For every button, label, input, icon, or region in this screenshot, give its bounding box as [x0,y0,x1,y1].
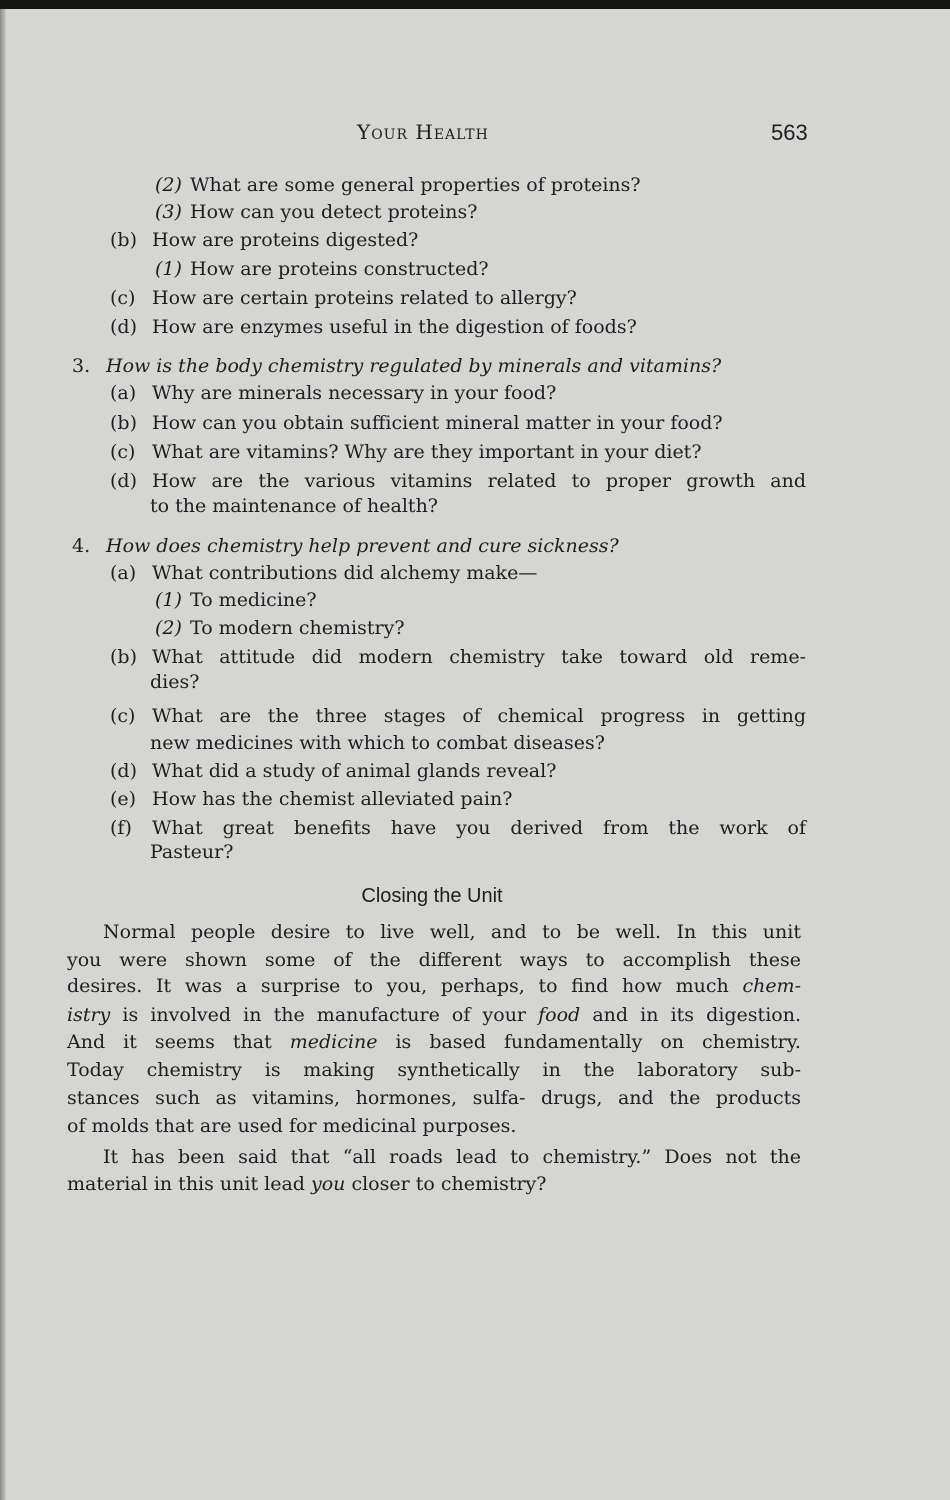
text-run: desires. It was a surprise to you, perhaps, to find how much [67,975,743,997]
question-text: What did a study of animal glands reveal? [152,760,557,782]
question-label: (b) [110,229,137,251]
scan-left-edge [0,9,6,1500]
question-label: (e) [110,788,137,810]
question-label: (1) [155,258,182,280]
text-run: is involved in the manufacture of your [110,1004,539,1026]
question-label: (c) [110,287,136,309]
paragraph-line [67,974,801,998]
paragraph-line [67,1003,801,1027]
question-text: How are proteins digested? [152,229,419,251]
paragraph-line [67,948,801,972]
paragraph-line [103,1145,801,1169]
emphasized-text: food [538,1004,581,1026]
text-run: of molds that are used for medicinal purposes. [67,1115,517,1137]
question-text: What contributions did alchemy make— [152,562,538,584]
text-run: closer to chemistry? [345,1173,547,1195]
question-label: (d) [110,470,137,492]
question-text: dies? [150,671,200,693]
question-label: (3) [155,201,182,223]
text-run: material in this unit lead [67,1173,311,1195]
question-text: How can you obtain sufficient mineral matter in your food? [152,412,723,434]
paragraph-line [103,920,801,944]
question-label: (a) [110,562,137,584]
paragraph-line [67,1058,801,1082]
question-text: How are enzymes useful in the digestion of foods? [152,316,637,338]
question-text: Pasteur? [150,841,234,863]
question-text: To modern chemistry? [190,617,405,639]
question-text: What great benefits have you derived from the work of [152,817,806,839]
running-title: Your Health [357,120,489,144]
question-label: (b) [110,646,137,668]
question-text: What attitude did modern chemistry take toward old reme- [152,646,806,668]
question-text: Why are minerals necessary in your food? [152,382,557,404]
question-label: (a) [110,382,137,404]
question-heading: How does chemistry help prevent and cure sickness? [106,535,619,557]
question-label: 3. [72,355,91,377]
question-text: What are the three stages of chemical progress in getting [152,705,806,727]
text-run: you were shown some of the different ways to accomplish these [67,949,801,971]
question-label: (c) [110,705,136,727]
emphasized-text: istry [67,1004,111,1026]
text-run: stances such as vitamins, hormones, sulfa- drugs, and the products [67,1087,801,1109]
text-run: is based fundamentally on chemistry. [377,1031,801,1053]
question-text: To medicine? [190,589,317,611]
section-heading: Closing the Unit [361,885,503,907]
question-text: How has the chemist alleviated pain? [152,788,513,810]
emphasized-text: medicine [289,1031,378,1053]
question-text: What are vitamins? Why are they important in your diet? [152,441,702,463]
question-label: (d) [110,760,137,782]
question-label: (d) [110,316,137,338]
paragraph-line [67,1030,801,1054]
question-label: (b) [110,412,137,434]
question-text: How are the various vitamins related to proper growth and [152,470,806,492]
text-run: It has been said that “all roads lead to chemistry.” Does not the [103,1146,801,1168]
text-run: And it seems that [67,1031,290,1053]
text-run: and in its digestion. [580,1004,801,1026]
page-number: 563 [771,120,808,145]
question-label: (c) [110,441,136,463]
question-heading: How is the body chemistry regulated by minerals and vitamins? [106,355,722,377]
question-text: How can you detect proteins? [190,201,478,223]
question-text: to the maintenance of health? [150,495,438,517]
scan-top-edge [0,0,950,9]
question-label: 4. [72,535,91,557]
question-label: (2) [155,174,182,196]
question-text: How are proteins constructed? [190,258,489,280]
text-run: Normal people desire to live well, and to be well. In this unit [103,921,801,943]
question-text: How are certain proteins related to allergy? [152,287,577,309]
emphasized-text: you [311,1173,346,1195]
emphasized-text: chem- [742,975,801,997]
paragraph-line [67,1172,546,1196]
question-text: What are some general properties of proteins? [190,174,641,196]
question-label: (f) [110,817,132,839]
paragraph-line [67,1114,516,1138]
question-text: new medicines with which to combat diseases? [150,732,605,754]
question-label: (1) [155,589,182,611]
question-label: (2) [155,617,182,639]
text-run: Today chemistry is making synthetically in the laboratory sub- [67,1059,801,1081]
paragraph-line [67,1086,801,1110]
